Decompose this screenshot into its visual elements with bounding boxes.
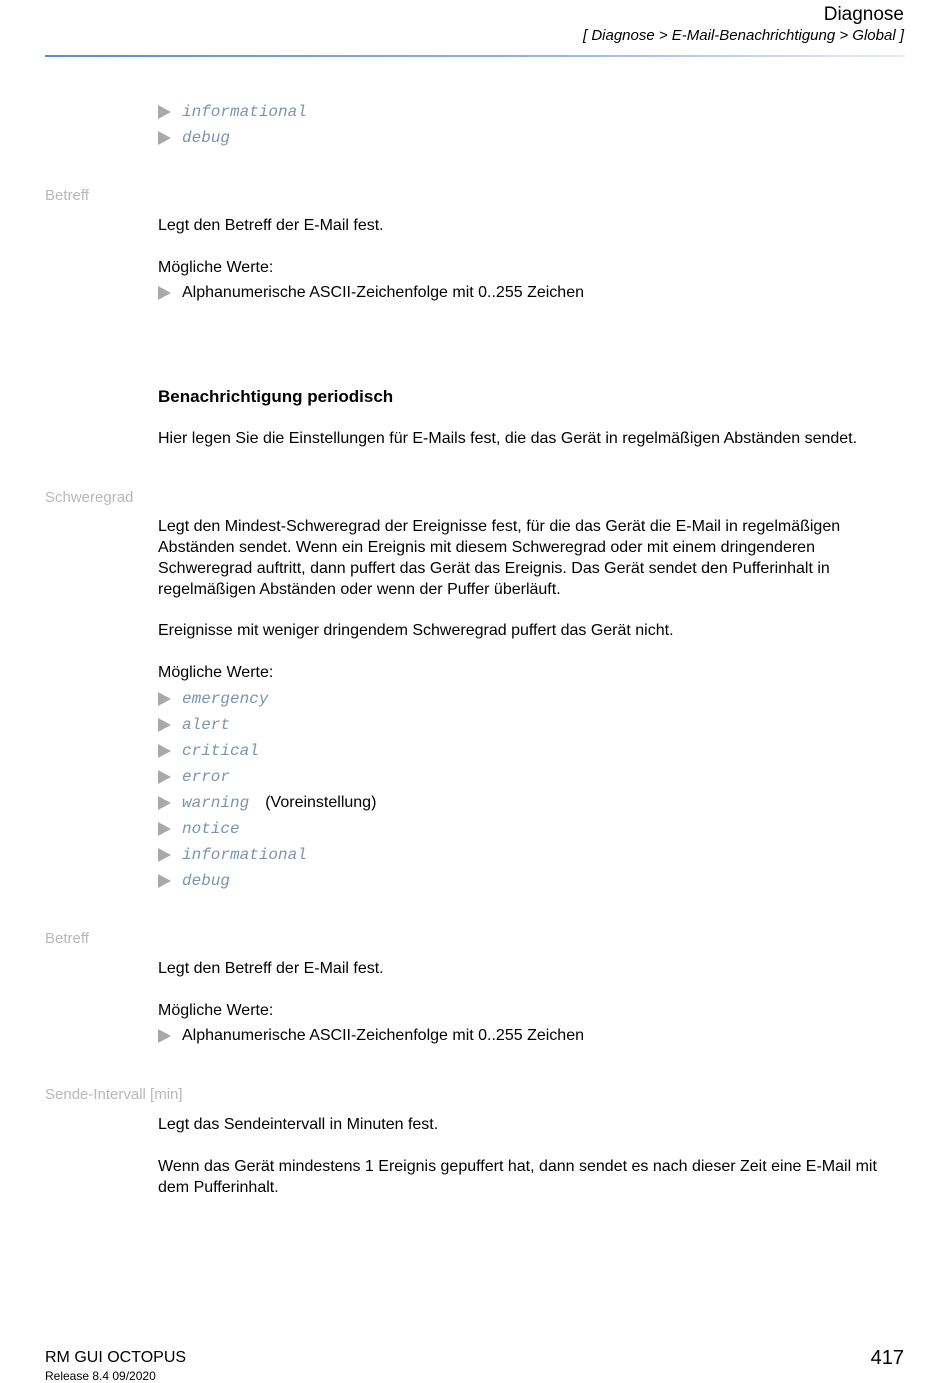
triangle-bullet-icon [158,744,171,758]
triangle-bullet-icon [158,1029,171,1043]
parameter-label-send-interval: Sende-Intervall [min] [45,1086,183,1103]
list-item [158,1025,584,1047]
default-marker: (Voreinstellung) [265,794,377,811]
value-code: informational [182,846,307,864]
parameter-description: Legt den Betreff der E-Mail fest. [158,960,384,977]
parameter-label-schweregrad: Schweregrad [45,489,134,506]
parameter-label-betreff: Betreff [45,930,89,947]
triangle-bullet-icon [158,822,171,836]
triangle-bullet-icon [158,718,171,732]
parameter-description: Legt das Sendeintervall in Minuten fest. [158,1116,439,1133]
parameter-label-betreff: Betreff [45,187,89,204]
value-code: warning [182,794,250,812]
section-intro: Hier legen Sie die Einstellungen für E-Mails fest, die das Gerät in regelmäßigen Abständen sendet. [158,430,858,447]
triangle-bullet-icon [158,770,171,784]
list-item [158,792,376,814]
breadcrumb: [ Diagnose > E-Mail-Benachrichtigung > Global ] [582,27,904,44]
value-text: Alphanumerische ASCII-Zeichenfolge mit 0..255 Zeichen [182,284,584,301]
value-code: critical [182,742,259,760]
list-item [158,766,230,788]
list-item [158,740,259,762]
triangle-bullet-icon [158,692,171,706]
possible-values-label: Mögliche Werte: [158,664,274,681]
footer-release: Release 8.4 09/2020 [45,1369,156,1383]
page-number: 417 [870,1347,904,1369]
value-text: Alphanumerische ASCII-Zeichenfolge mit 0..255 Zeichen [182,1027,584,1044]
list-item [158,101,307,123]
page-section-title: Diagnose [823,4,904,25]
list-item [158,688,268,710]
value-code: emergency [182,690,269,708]
list-item [158,282,584,304]
value-code: error [182,768,231,786]
list-item [158,818,240,840]
possible-values-label: Mögliche Werte: [158,259,274,276]
parameter-description: Legt den Betreff der E-Mail fest. [158,217,384,234]
value-code: informational [182,103,307,121]
footer-product: RM GUI OCTOPUS [45,1349,187,1366]
value-code: alert [182,716,231,734]
section-heading: Benachrichtigung periodisch [158,387,394,406]
value-code: debug [182,872,231,890]
triangle-bullet-icon [158,131,171,145]
list-item [158,844,307,866]
parameter-description: Legt den Mindest-Schweregrad der Ereignisse fest, für die das Gerät die E-Mail in regelmäßigen Abständen sendet. Wenn ein Ereignis mit diesem Schweregrad oder mit einem dringenderen Schweregrad auftritt, dann puffert das Gerät das Ereignis. Das Gerät sendet den Pufferinhalt in regelmäßigen Abständen oder wenn der Puffer überläuft. [158,518,841,598]
triangle-bullet-icon [158,796,171,810]
value-code: debug [182,129,231,147]
list-item [158,127,230,149]
triangle-bullet-icon [158,874,171,888]
value-code: notice [182,820,240,838]
possible-values-label: Mögliche Werte: [158,1002,274,1019]
header-divider [45,55,905,57]
triangle-bullet-icon [158,286,171,300]
triangle-bullet-icon [158,848,171,862]
triangle-bullet-icon [158,105,171,119]
parameter-note: Wenn das Gerät mindestens 1 Ereignis gepuffert hat, dann sendet es nach dieser Zeit eine E-Mail mit dem Pufferinhalt. [158,1158,877,1196]
list-item [158,714,230,736]
list-item [158,870,230,892]
parameter-note: Ereignisse mit weniger dringendem Schweregrad puffert das Gerät nicht. [158,622,674,639]
